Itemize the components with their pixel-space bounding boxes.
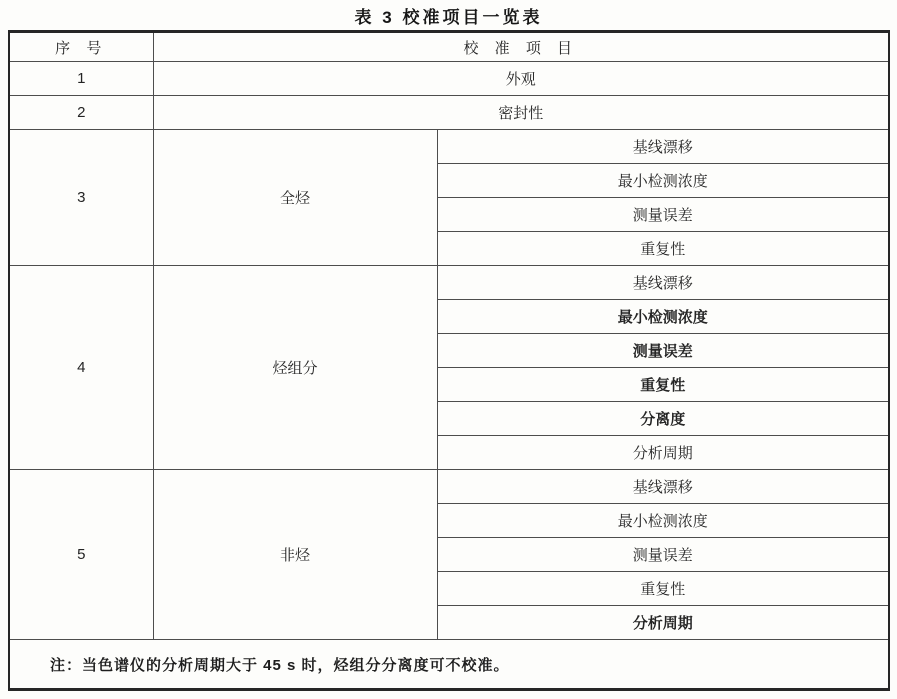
- sub-item: 基线漂移: [437, 130, 889, 164]
- sub-item: 基线漂移: [437, 266, 889, 300]
- table-row: [9, 266, 889, 300]
- group-name: 烃组分: [153, 266, 437, 470]
- sub-item: 基线漂移: [437, 470, 889, 504]
- sub-item: 分离度: [437, 402, 889, 436]
- table-note: 注：当色谱仪的分析周期大于 45 s 时，烃组分分离度可不校准。: [9, 640, 889, 690]
- sub-item: 最小检测浓度: [437, 504, 889, 538]
- calibration-table: [8, 30, 890, 691]
- sub-item: 分析周期: [437, 606, 889, 640]
- group-name: 全烃: [153, 130, 437, 266]
- row-number: 1: [9, 62, 153, 96]
- sub-item: 最小检测浓度: [437, 164, 889, 198]
- table-row: [9, 62, 889, 96]
- sub-item: 重复性: [437, 232, 889, 266]
- header-seq-cell: 序 号: [9, 32, 153, 62]
- row-number: 2: [9, 96, 153, 130]
- row-item: 外观: [153, 62, 889, 96]
- header-row: [9, 32, 889, 62]
- sub-item: 测量误差: [437, 538, 889, 572]
- table-row: [9, 96, 889, 130]
- group-number: 3: [9, 130, 153, 266]
- table-title: 表 3 校准项目一览表: [354, 8, 543, 27]
- sub-item: 重复性: [437, 572, 889, 606]
- note-row: [9, 640, 889, 690]
- sub-item: 最小检测浓度: [437, 300, 889, 334]
- sub-item: 测量误差: [437, 334, 889, 368]
- sub-item: 测量误差: [437, 198, 889, 232]
- group-name: 非烃: [153, 470, 437, 640]
- sub-item: 重复性: [437, 368, 889, 402]
- header-item-cell: 校 准 项 目: [153, 32, 889, 62]
- table-row: [9, 470, 889, 504]
- row-item: 密封性: [153, 96, 889, 130]
- group-number: 5: [9, 470, 153, 640]
- table-row: [9, 130, 889, 164]
- group-number: 4: [9, 266, 153, 470]
- sub-item: 分析周期: [437, 436, 889, 470]
